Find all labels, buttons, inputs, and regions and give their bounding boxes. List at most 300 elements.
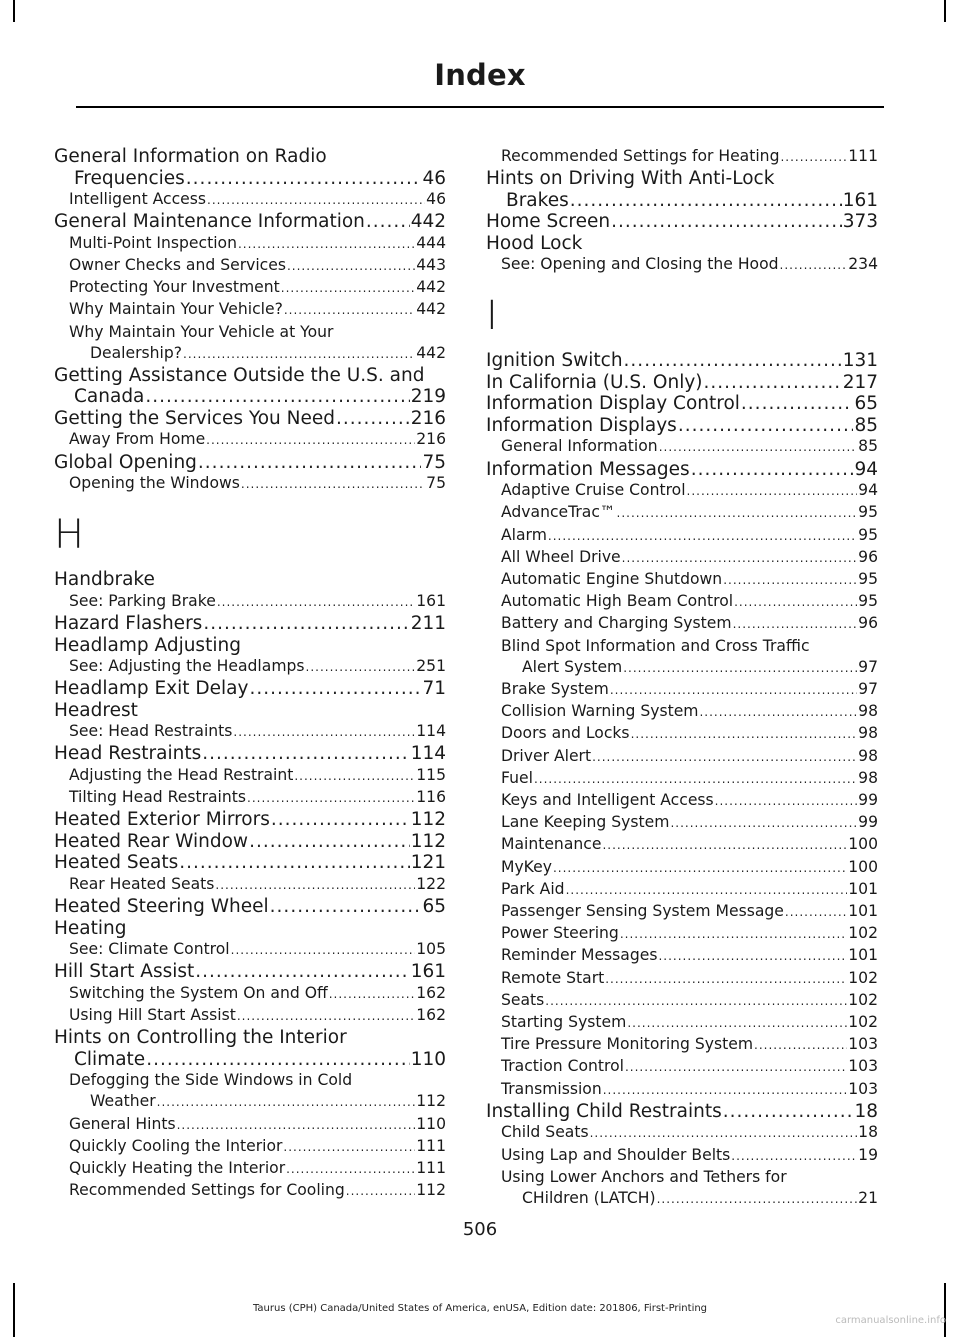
entry-page-number: 46 <box>426 190 446 208</box>
entry-text: Lane Keeping System <box>501 813 670 832</box>
index-subentry <box>54 1114 446 1136</box>
index-subentry <box>486 701 878 723</box>
index-subentry <box>54 1091 446 1113</box>
entry-text: Brake System <box>501 679 609 698</box>
index-subentry <box>486 834 878 856</box>
index-subentry <box>54 255 446 277</box>
entry-text: Remote Start <box>501 968 605 987</box>
entry-page-number: 65 <box>422 896 446 918</box>
entry-text: Park Aid <box>501 879 565 898</box>
dot-leader <box>146 1049 409 1071</box>
entry-text: Frequencies <box>74 167 185 189</box>
index-entry <box>486 393 878 415</box>
entry-text: MyKey <box>501 857 552 876</box>
index-entry <box>486 1101 878 1123</box>
index-entry <box>486 372 878 394</box>
dot-leader <box>198 452 422 474</box>
index-heading: Handbrake <box>54 569 155 591</box>
entry-text: Information Displays <box>486 414 677 436</box>
index-subentry-line: Using Lower Anchors and Tethers for <box>501 1167 787 1186</box>
entry-text: General Maintenance Information <box>54 211 365 233</box>
entry-page-number: 102 <box>848 968 878 987</box>
page-title: Index <box>434 58 526 92</box>
index-entry <box>486 415 878 437</box>
dot-leader <box>329 984 416 1005</box>
index-entry-line: General Information on Radio <box>54 146 327 167</box>
entry-text: See: Adjusting the Headlamps <box>69 657 305 676</box>
entry-page-number: 122 <box>416 874 446 893</box>
index-subentry <box>486 547 878 569</box>
entry-text: Heated Seats <box>54 852 179 874</box>
index-entry <box>54 896 446 918</box>
entry-text: Dealership? <box>90 343 183 362</box>
dot-leader <box>545 991 847 1012</box>
entry-page-number: 444 <box>416 233 446 252</box>
entry-page-number: 162 <box>416 983 446 1002</box>
entry-text: Head Restraints <box>54 743 202 765</box>
entry-text: Headlamp Exit Delay <box>54 678 249 700</box>
dot-leader <box>704 372 842 394</box>
dot-leader <box>622 548 858 569</box>
section-letter: I <box>486 293 498 340</box>
entry-page-number: 75 <box>426 474 446 493</box>
entry-text: Automatic High Beam Control <box>501 592 734 611</box>
index-subentry <box>486 723 878 745</box>
index-subentry <box>486 1188 878 1210</box>
dot-leader <box>605 969 847 990</box>
entry-page-number: 75 <box>422 451 446 473</box>
entry-page-number: 121 <box>410 852 446 874</box>
index-subentry <box>486 502 878 524</box>
index-subentry <box>486 1056 878 1078</box>
index-subentry <box>54 787 446 809</box>
entry-text: Doors and Locks <box>501 724 630 743</box>
dot-leader <box>658 946 847 967</box>
dot-leader <box>207 190 425 211</box>
dot-leader <box>670 813 857 834</box>
index-subentry-line: Why Maintain Your Vehicle at Your <box>69 322 334 341</box>
entry-page-number: 442 <box>416 343 446 362</box>
entry-page-number: 98 <box>858 724 878 743</box>
index-subentry <box>54 277 446 299</box>
entry-page-number: 21 <box>858 1188 878 1207</box>
index-subentry <box>54 983 446 1005</box>
entry-text: Tire Pressure Monitoring System <box>501 1035 754 1054</box>
index-subentry <box>486 591 878 613</box>
entry-page-number: 373 <box>842 211 878 233</box>
entry-page-number: 103 <box>848 1057 878 1076</box>
index-subentry <box>486 990 878 1012</box>
entry-page-number: 99 <box>858 790 878 809</box>
dot-leader <box>346 1181 415 1202</box>
dot-leader <box>631 724 858 745</box>
dot-leader <box>157 1092 416 1113</box>
entry-text: Heated Steering Wheel <box>54 896 269 918</box>
index-subentry <box>486 613 878 635</box>
header-divider <box>76 106 884 108</box>
entry-text: Opening the Windows <box>69 474 240 493</box>
dot-leader <box>336 408 410 430</box>
entry-page-number: 103 <box>848 1035 878 1054</box>
index-entry <box>54 211 446 233</box>
entry-text: Ignition Switch <box>486 350 623 372</box>
index-subentry-line: Blind Spot Information and Cross Traffic <box>501 636 810 655</box>
entry-page-number: 101 <box>848 946 878 965</box>
dot-leader <box>186 168 422 190</box>
entry-text: Automatic Engine Shutdown <box>501 569 723 588</box>
index-subentry <box>54 656 446 678</box>
entry-page-number: 161 <box>842 189 878 211</box>
entry-page-number: 114 <box>416 722 446 741</box>
dot-leader <box>203 613 409 635</box>
index-subentry <box>54 1136 446 1158</box>
index-entry <box>54 386 446 408</box>
entry-text: General Hints <box>69 1114 176 1133</box>
dot-leader <box>623 658 857 679</box>
index-subentry <box>54 765 446 787</box>
dot-leader <box>366 211 410 233</box>
dot-leader <box>231 940 416 961</box>
index-subentry <box>54 473 446 495</box>
entry-text: Away From Home <box>69 430 206 449</box>
entry-page-number: 94 <box>858 481 878 500</box>
entry-text: Canada <box>74 386 145 408</box>
dot-leader <box>287 256 415 277</box>
entry-text: Tilting Head Restraints <box>69 788 247 807</box>
entry-text: Adaptive Cruise Control <box>501 481 686 500</box>
entry-text: Driver Alert <box>501 746 592 765</box>
dot-leader <box>733 614 858 635</box>
dot-leader <box>624 350 842 372</box>
dot-leader <box>603 1080 848 1101</box>
index-entry <box>486 459 878 481</box>
index-subentry <box>486 657 878 679</box>
index-subentry <box>54 1158 446 1180</box>
entry-text: Information Display Control <box>486 393 740 415</box>
entry-text: Collision Warning System <box>501 702 699 721</box>
entry-text: Reminder Messages <box>501 946 658 965</box>
dot-leader <box>602 835 847 856</box>
entry-text: Quickly Heating the Interior <box>69 1158 286 1177</box>
dot-leader <box>566 880 848 901</box>
footer-edition-text: Taurus (CPH) Canada/United States of America, enUSA, Edition date: 201806, First-Printing <box>252 1303 708 1314</box>
index-heading: Headrest <box>54 699 138 721</box>
watermark: carmanualsonline.info <box>835 1315 946 1326</box>
dot-leader <box>625 1057 847 1078</box>
index-subentry-line: Defogging the Side Windows in Cold <box>69 1071 353 1090</box>
index-subentry <box>486 1145 878 1167</box>
index-subentry <box>486 857 878 879</box>
index-subentry <box>54 233 446 255</box>
dot-leader <box>553 858 847 879</box>
entry-page-number: 110 <box>416 1114 446 1133</box>
entry-page-number: 211 <box>410 613 446 635</box>
entry-text: Weather <box>90 1092 156 1111</box>
dot-leader <box>590 1123 858 1144</box>
index-entry <box>54 1049 446 1071</box>
entry-text: Using Lap and Shoulder Belts <box>501 1145 731 1164</box>
entry-page-number: 95 <box>858 569 878 588</box>
entry-page-number: 131 <box>842 350 878 372</box>
entry-page-number: 95 <box>858 525 878 544</box>
entry-text: Transmission <box>501 1079 602 1098</box>
dot-leader <box>306 657 416 678</box>
index-heading: Heating <box>54 917 127 939</box>
index-entry <box>54 408 446 430</box>
entry-page-number: 97 <box>858 679 878 698</box>
index-subentry <box>54 343 446 365</box>
dot-leader <box>202 743 409 765</box>
entry-page-number: 46 <box>422 167 446 189</box>
dot-leader <box>657 1189 858 1210</box>
entry-page-number: 98 <box>858 768 878 787</box>
dot-leader <box>247 788 415 809</box>
index-subentry <box>486 254 878 276</box>
index-heading: Hood Lock <box>486 232 583 254</box>
entry-text: See: Climate Control <box>69 940 230 959</box>
index-subentry <box>486 1079 878 1101</box>
entry-text: Recommended Settings for Heating <box>501 147 780 165</box>
dot-leader <box>734 592 857 613</box>
index-subentry <box>486 879 878 901</box>
index-entry-line: Hints on Driving With Anti-Lock <box>486 168 775 190</box>
entry-page-number: 94 <box>854 458 878 480</box>
dot-leader <box>281 278 415 299</box>
entry-text: Heated Rear Window <box>54 830 249 852</box>
dot-leader <box>249 678 421 700</box>
entry-text: AdvanceTrac™ <box>501 503 616 522</box>
entry-page-number: 100 <box>848 857 878 876</box>
entry-page-number: 219 <box>410 386 446 408</box>
entry-text: Switching the System On and Off <box>69 983 328 1002</box>
index-subentry <box>486 146 878 168</box>
dot-leader <box>284 300 415 321</box>
index-subentry <box>486 436 878 458</box>
entry-text: Child Seats <box>501 1123 589 1142</box>
index-subentry <box>486 768 878 790</box>
entry-page-number: 112 <box>410 809 446 831</box>
dot-leader <box>215 875 415 896</box>
index-subentry <box>486 1034 878 1056</box>
index-subentry <box>486 1122 878 1144</box>
entry-page-number: 442 <box>416 278 446 297</box>
entry-page-number: 85 <box>858 437 878 456</box>
entry-page-number: 251 <box>416 657 446 676</box>
entry-text: Recommended Settings for Cooling <box>69 1181 345 1200</box>
entry-text: Hill Start Assist <box>54 961 195 983</box>
dot-leader <box>183 344 415 365</box>
entry-page-number: 99 <box>858 813 878 832</box>
index-subentry <box>486 1012 878 1034</box>
entry-page-number: 103 <box>848 1079 878 1098</box>
entry-page-number: 161 <box>410 961 446 983</box>
entry-text: Multi-Point Inspection <box>69 233 237 252</box>
entry-page-number: 111 <box>416 1158 446 1177</box>
dot-leader <box>699 702 857 723</box>
index-subentry <box>54 429 446 451</box>
entry-page-number: 161 <box>416 591 446 610</box>
index-entry <box>54 809 446 831</box>
entry-text: In California (U.S. Only) <box>486 371 703 393</box>
entry-text: Installing Child Restraints <box>486 1100 722 1122</box>
index-subentry <box>54 1005 446 1027</box>
dot-leader <box>715 791 857 812</box>
entry-page-number: 101 <box>848 901 878 920</box>
entry-text: Why Maintain Your Vehicle? <box>69 300 283 319</box>
entry-text: Alert System <box>522 657 623 676</box>
entry-text: See: Opening and Closing the Hood <box>501 255 779 274</box>
index-entry <box>486 190 878 212</box>
entry-page-number: 102 <box>848 924 878 943</box>
entry-page-number: 112 <box>416 1181 446 1200</box>
dot-leader <box>570 190 842 212</box>
entry-page-number: 105 <box>416 940 446 959</box>
entry-page-number: 96 <box>858 547 878 566</box>
dot-leader <box>270 896 422 918</box>
dot-leader <box>678 415 854 437</box>
entry-text: Information Messages <box>486 458 690 480</box>
dot-leader <box>286 1159 415 1180</box>
entry-text: Brakes <box>506 189 569 211</box>
index-entry <box>54 613 446 635</box>
entry-text: Seats <box>501 990 545 1009</box>
entry-text: Passenger Sensing System Message <box>501 901 784 920</box>
entry-page-number: 216 <box>410 407 446 429</box>
entry-page-number: 112 <box>410 830 446 852</box>
entry-page-number: 100 <box>848 835 878 854</box>
entry-page-number: 112 <box>416 1092 446 1111</box>
index-entry <box>54 831 446 853</box>
entry-page-number: 71 <box>422 678 446 700</box>
entry-text: See: Head Restraints <box>69 722 233 741</box>
index-subentry <box>486 746 878 768</box>
index-entry <box>486 211 878 233</box>
dot-leader <box>754 1035 847 1056</box>
index-entry <box>54 961 446 983</box>
dot-leader <box>592 747 857 768</box>
dot-leader <box>237 1006 415 1027</box>
entry-page-number: 98 <box>858 746 878 765</box>
dot-leader <box>177 1115 416 1136</box>
index-subentry <box>54 591 446 613</box>
entry-page-number: 96 <box>858 614 878 633</box>
entry-page-number: 217 <box>842 371 878 393</box>
dot-leader <box>271 809 410 831</box>
entry-page-number: 216 <box>416 430 446 449</box>
dot-leader <box>238 234 415 255</box>
dot-leader <box>283 1137 415 1158</box>
entry-page-number: 110 <box>410 1048 446 1070</box>
entry-text: Keys and Intelligent Access <box>501 790 714 809</box>
index-subentry <box>486 901 878 923</box>
index-subentry <box>54 874 446 896</box>
index-entry <box>486 350 878 372</box>
index-subentry <box>486 812 878 834</box>
entry-page-number: 101 <box>848 879 878 898</box>
index-subentry <box>486 945 878 967</box>
index-subentry <box>486 480 878 502</box>
entry-text: Maintenance <box>501 835 602 854</box>
index-subentry <box>486 968 878 990</box>
crop-mark-top-left <box>13 0 15 22</box>
dot-leader <box>548 526 857 547</box>
entry-page-number: 102 <box>848 1012 878 1031</box>
entry-page-number: 95 <box>858 592 878 611</box>
index-entry-line: Hints on Controlling the Interior <box>54 1027 347 1049</box>
index-subentry <box>54 189 446 211</box>
entry-page-number: 85 <box>854 414 878 436</box>
page-number: 506 <box>462 1219 498 1240</box>
entry-page-number: 102 <box>848 990 878 1009</box>
index-subentry <box>54 299 446 321</box>
crop-mark-top-right <box>944 0 946 22</box>
dot-leader <box>785 902 847 923</box>
dot-leader <box>145 386 409 408</box>
dot-leader <box>179 852 409 874</box>
entry-text: CHildren (LATCH) <box>522 1188 656 1207</box>
entry-text: Alarm <box>501 525 547 544</box>
dot-leader <box>195 961 409 983</box>
entry-text: Adjusting the Head Restraint <box>69 765 294 784</box>
entry-text: Owner Checks and Services <box>69 255 286 274</box>
index-subentry <box>486 790 878 812</box>
entry-text: Home Screen <box>486 211 611 233</box>
entry-page-number: 114 <box>410 743 446 765</box>
entry-text: Climate <box>74 1048 146 1070</box>
index-entry <box>54 452 446 474</box>
entry-text: Global Opening <box>54 451 197 473</box>
dot-leader <box>723 1101 854 1123</box>
index-subentry <box>54 939 446 961</box>
dot-leader <box>627 1013 847 1034</box>
dot-leader <box>610 680 857 701</box>
entry-page-number: 65 <box>854 393 878 415</box>
entry-page-number: 115 <box>416 765 446 784</box>
dot-leader <box>617 503 858 524</box>
entry-page-number: 98 <box>858 702 878 721</box>
entry-text: General Information <box>501 437 658 456</box>
dot-leader <box>233 722 415 743</box>
index-column-left <box>54 146 446 1202</box>
index-subentry <box>54 721 446 743</box>
dot-leader <box>294 766 415 787</box>
entry-text: Heated Exterior Mirrors <box>54 809 270 831</box>
entry-page-number: 97 <box>858 657 878 676</box>
entry-page-number: 18 <box>854 1100 878 1122</box>
entry-text: Quickly Cooling the Interior <box>69 1136 283 1155</box>
dot-leader <box>611 211 842 233</box>
index-entry-line: Getting Assistance Outside the U.S. and <box>54 364 425 386</box>
dot-leader <box>723 570 857 591</box>
dot-leader <box>206 430 415 451</box>
entry-page-number: 443 <box>416 255 446 274</box>
dot-leader <box>687 481 858 502</box>
entry-text: Rear Heated Seats <box>69 874 215 893</box>
entry-page-number: 18 <box>858 1123 878 1142</box>
entry-page-number: 95 <box>858 503 878 522</box>
entry-text: All Wheel Drive <box>501 547 621 566</box>
index-entry <box>54 678 446 700</box>
entry-page-number: 111 <box>416 1136 446 1155</box>
entry-text: See: Parking Brake <box>69 591 216 610</box>
section-letter: H <box>54 512 85 559</box>
index-entry <box>54 852 446 874</box>
index-column-right <box>486 146 878 1210</box>
entry-text: Battery and Charging System <box>501 614 732 633</box>
dot-leader <box>534 769 857 790</box>
entry-page-number: 162 <box>416 1005 446 1024</box>
entry-text: Power Steering <box>501 924 619 943</box>
